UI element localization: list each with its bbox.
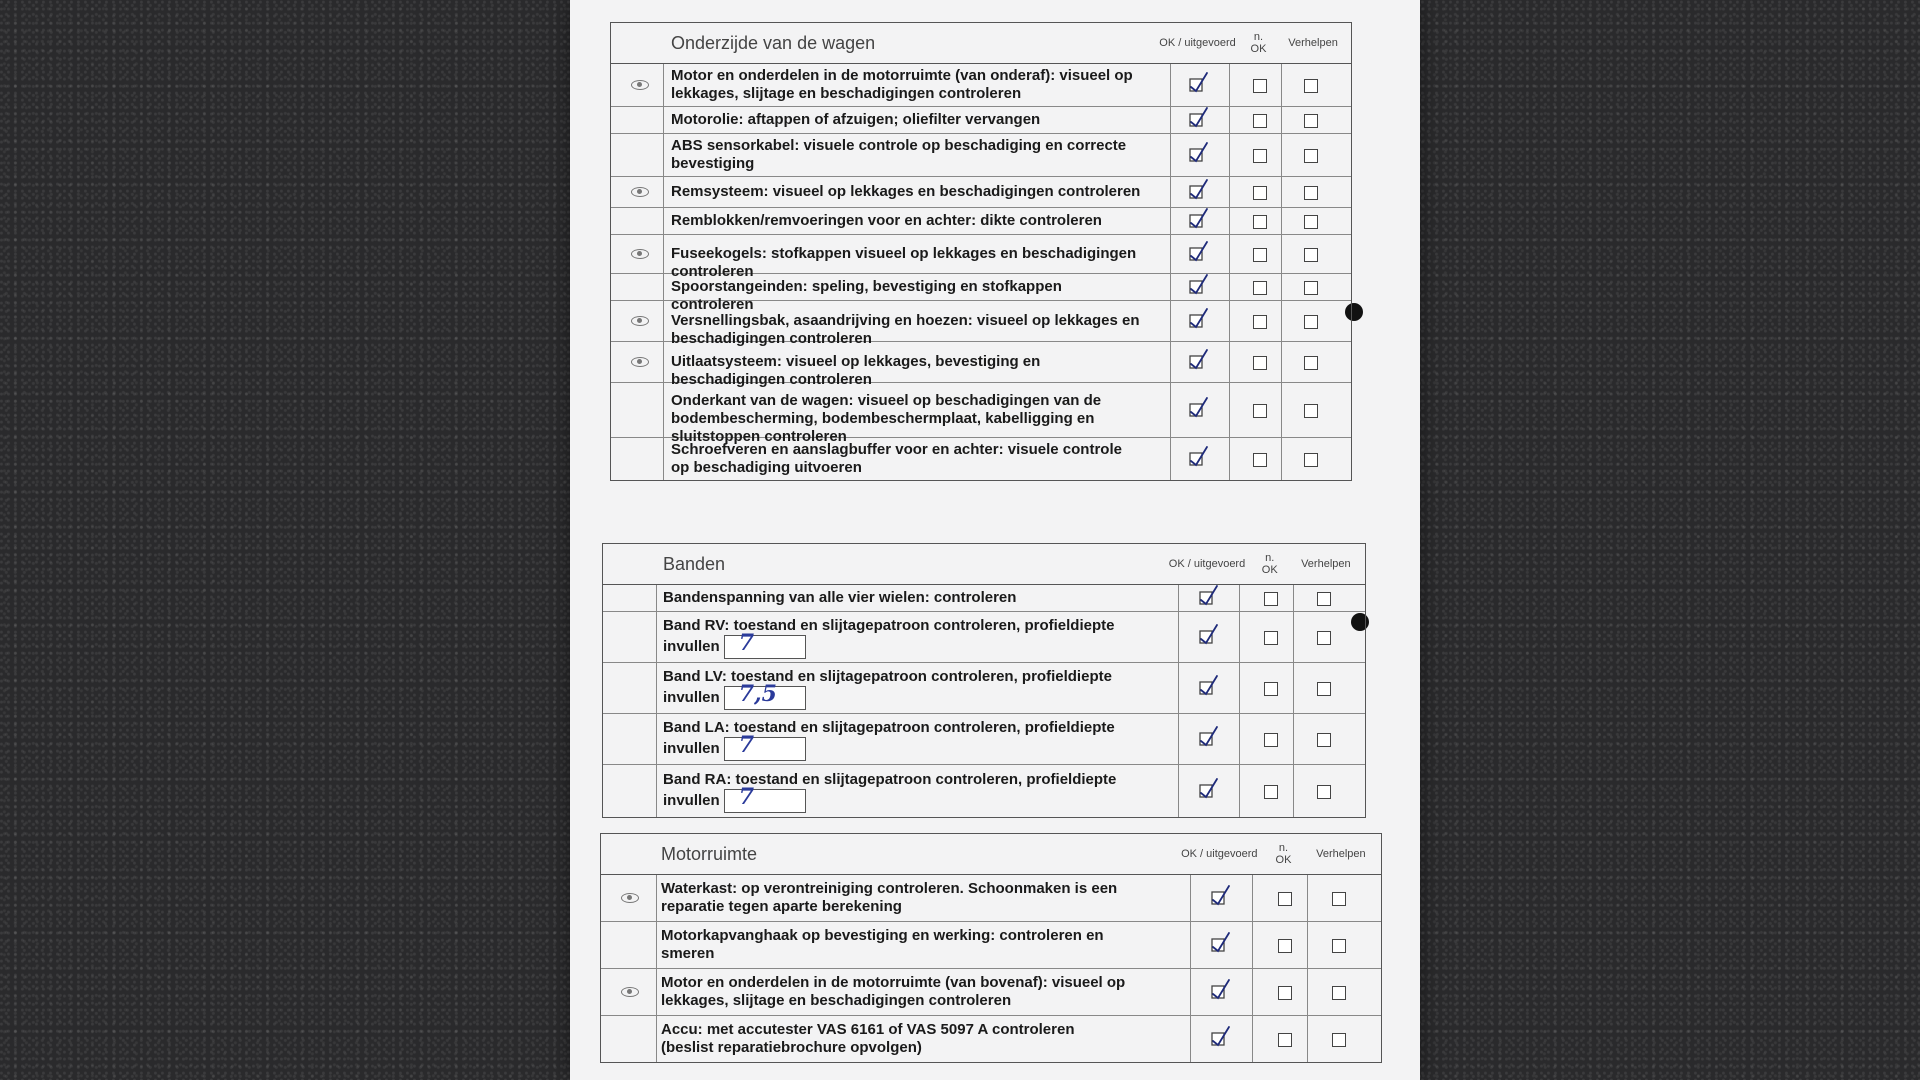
checklist-row (611, 177, 1351, 208)
column-divider (1281, 134, 1282, 176)
column-divider (1293, 612, 1294, 662)
row-text: Bandenspanning van alle vier wielen: controleren (663, 589, 1017, 606)
tread-depth-field[interactable] (724, 681, 806, 710)
repair-checkbox[interactable] (1304, 114, 1318, 128)
column-divider (1170, 438, 1171, 480)
column-divider (663, 107, 664, 133)
not-ok-checkbox[interactable] (1253, 315, 1267, 329)
column-divider (663, 64, 664, 106)
column-divider (1229, 274, 1230, 300)
checklist-row (611, 235, 1351, 280)
not-ok-checkbox[interactable] (1253, 281, 1267, 295)
repair-checkbox[interactable] (1317, 631, 1331, 645)
checklist-row (611, 383, 1351, 445)
row-description (663, 668, 1133, 710)
column-divider (1170, 383, 1171, 437)
ok-checkbox[interactable] (1187, 445, 1209, 471)
not-ok-checkbox[interactable] (1264, 785, 1278, 799)
column-divider (1239, 714, 1240, 764)
column-divider (1281, 235, 1282, 273)
ok-checkbox[interactable] (1187, 307, 1209, 333)
column-divider (663, 301, 664, 341)
section-0 (610, 22, 1352, 481)
ok-checkbox[interactable] (1187, 396, 1209, 422)
row-text: Waterkast: op verontreiniging controleren. Schoonmaken is een reparatie tegen aparte berekening (661, 880, 1118, 915)
column-divider (1178, 765, 1179, 817)
column-divider (1281, 177, 1282, 207)
checklist-row (601, 1016, 1381, 1062)
column-divider (1281, 64, 1282, 106)
not-ok-checkbox[interactable] (1278, 939, 1292, 953)
checklist-row (611, 438, 1351, 480)
not-ok-checkbox[interactable] (1278, 986, 1292, 1000)
section-header (611, 23, 1351, 64)
ok-checkbox[interactable] (1197, 777, 1219, 803)
column-divider (1229, 64, 1230, 106)
row-description (661, 880, 1131, 916)
checklist-row (611, 134, 1351, 177)
column-divider (663, 134, 664, 176)
column-divider (1170, 134, 1171, 176)
column-divider (663, 342, 664, 382)
tread-depth-value: 7 (738, 784, 754, 810)
column-nok-header: n. OK (1261, 552, 1278, 576)
column-divider (656, 1016, 657, 1062)
column-divider (1281, 208, 1282, 234)
column-divider (663, 208, 664, 234)
not-ok-checkbox[interactable] (1278, 892, 1292, 906)
column-divider (1252, 1016, 1253, 1062)
repair-checkbox[interactable] (1304, 186, 1318, 200)
column-divider (1293, 663, 1294, 713)
fill-label: invullen (663, 791, 720, 809)
column-divider (1307, 875, 1308, 921)
column-divider (1229, 235, 1230, 273)
ok-checkbox[interactable] (1187, 178, 1209, 204)
column-divider (1170, 64, 1171, 106)
column-divider (1239, 765, 1240, 817)
checklist-row (603, 585, 1365, 612)
not-ok-checkbox[interactable] (1253, 114, 1267, 128)
row-text: Onderkant van de wagen: visueel op beschadigingen van de bodembescherming, bodembeschermplaat, kabelligging en sluitstoppen controleren (671, 392, 1102, 445)
ok-checkbox[interactable] (1187, 273, 1209, 299)
column-divider (1307, 922, 1308, 968)
repair-checkbox[interactable] (1304, 404, 1318, 418)
repair-checkbox[interactable] (1332, 1033, 1346, 1047)
tread-depth-value: 7 (738, 630, 754, 656)
column-divider (1281, 383, 1282, 437)
column-divider (1170, 274, 1171, 300)
ok-checkbox[interactable] (1209, 931, 1231, 957)
ok-checkbox[interactable] (1187, 71, 1209, 97)
not-ok-checkbox[interactable] (1253, 149, 1267, 163)
ok-checkbox[interactable] (1187, 348, 1209, 374)
eye-icon (631, 357, 649, 367)
not-ok-checkbox[interactable] (1264, 592, 1278, 606)
checklist-row (603, 765, 1365, 817)
section-header (603, 544, 1365, 585)
section-title: Banden (663, 554, 726, 574)
repair-checkbox[interactable] (1304, 79, 1318, 93)
row-text: Motorolie: aftappen of afzuigen; oliefilter vervangen (671, 111, 1041, 128)
section-1 (602, 543, 1366, 818)
tread-depth-field[interactable] (724, 784, 806, 813)
repair-checkbox[interactable] (1317, 785, 1331, 799)
column-divider (1170, 301, 1171, 341)
column-divider (1281, 274, 1282, 300)
column-divider (1239, 663, 1240, 713)
column-divider (1239, 585, 1240, 611)
not-ok-checkbox[interactable] (1253, 215, 1267, 229)
eye-icon (631, 80, 649, 90)
repair-checkbox[interactable] (1304, 453, 1318, 467)
repair-checkbox[interactable] (1304, 356, 1318, 370)
column-divider (656, 585, 657, 611)
row-description (671, 67, 1141, 103)
column-divider (1178, 612, 1179, 662)
row-text: Remsysteem: visueel op lekkages en beschadigingen controleren (671, 183, 1141, 200)
row-description (671, 212, 1141, 230)
column-divider (1281, 301, 1282, 341)
checklist-row (611, 64, 1351, 107)
column-ok-header: OK / uitgevoerd (1181, 848, 1258, 860)
checklist-row (603, 663, 1365, 714)
column-divider (1170, 235, 1171, 273)
fill-label: invullen (663, 637, 720, 655)
row-text: Fuseekogels: stofkappen visueel op lekkages en beschadigingen controleren (671, 245, 1137, 280)
ok-checkbox[interactable] (1187, 141, 1209, 167)
row-description (663, 719, 1133, 761)
not-ok-checkbox[interactable] (1278, 1033, 1292, 1047)
column-divider (1190, 922, 1191, 968)
ok-checkbox[interactable] (1197, 725, 1219, 751)
row-text: Motor en onderdelen in de motorruimte (van onderaf): visueel op lekkages, slijtage en beschadigingen controleren (671, 67, 1133, 102)
column-divider (1229, 342, 1230, 382)
column-divider (663, 383, 664, 437)
row-description (671, 441, 1141, 477)
not-ok-checkbox[interactable] (1253, 356, 1267, 370)
column-divider (663, 438, 664, 480)
checklist-row (603, 612, 1365, 663)
not-ok-checkbox[interactable] (1264, 682, 1278, 696)
not-ok-checkbox[interactable] (1253, 79, 1267, 93)
column-divider (1190, 969, 1191, 1015)
column-divider (1293, 585, 1294, 611)
checklist-row (611, 107, 1351, 134)
fill-label: invullen (663, 688, 720, 706)
column-ok-header: OK / uitgevoerd (1159, 37, 1236, 49)
row-description (671, 111, 1141, 129)
column-divider (1190, 875, 1191, 921)
column-divider (1252, 875, 1253, 921)
column-divider (1178, 585, 1179, 611)
column-divider (1170, 107, 1171, 133)
column-divider (1239, 612, 1240, 662)
eye-icon (631, 316, 649, 326)
column-divider (1170, 208, 1171, 234)
column-divider (1229, 301, 1230, 341)
column-divider (656, 663, 657, 713)
checklist-row (611, 274, 1351, 313)
section-title: Motorruimte (661, 844, 758, 864)
eye-icon (631, 187, 649, 197)
column-divider (1252, 969, 1253, 1015)
column-divider (1229, 134, 1230, 176)
checklist-row (611, 301, 1351, 347)
column-divider (1281, 342, 1282, 382)
row-description (671, 183, 1141, 201)
repair-checkbox[interactable] (1317, 592, 1331, 606)
row-description (663, 771, 1133, 813)
repair-checkbox[interactable] (1332, 892, 1346, 906)
column-divider (1307, 969, 1308, 1015)
ok-checkbox[interactable] (1197, 584, 1219, 610)
column-divider (1252, 922, 1253, 968)
repair-checkbox[interactable] (1332, 939, 1346, 953)
tread-depth-field[interactable] (724, 630, 806, 659)
tread-depth-value: 7,5 (738, 681, 777, 707)
column-divider (1170, 342, 1171, 382)
row-text: Remblokken/remvoeringen voor en achter: dikte controleren (671, 212, 1102, 229)
column-divider (1190, 1016, 1191, 1062)
column-divider (1229, 107, 1230, 133)
not-ok-checkbox[interactable] (1264, 733, 1278, 747)
row-description (663, 589, 1133, 607)
ok-checkbox[interactable] (1209, 978, 1231, 1004)
row-text: Motor en onderdelen in de motorruimte (van bovenaf): visueel op lekkages, slijtage en beschadigingen controleren (661, 974, 1126, 1009)
column-divider (656, 922, 657, 968)
ok-checkbox[interactable] (1197, 674, 1219, 700)
repair-checkbox[interactable] (1317, 682, 1331, 696)
row-description (663, 617, 1133, 659)
column-divider (1281, 107, 1282, 133)
row-text: Uitlaatsysteem: visueel op lekkages, bevestiging en beschadigingen controleren (671, 353, 1041, 388)
eye-icon (621, 893, 639, 903)
fill-label: invullen (663, 739, 720, 757)
column-divider (663, 235, 664, 273)
column-divider (1229, 208, 1230, 234)
row-description (661, 927, 1131, 963)
not-ok-checkbox[interactable] (1253, 248, 1267, 262)
row-text: Versnellingsbak, asaandrijving en hoezen: visueel op lekkages en beschadigingen controleren (671, 312, 1140, 347)
column-ok-header: OK / uitgevoerd (1168, 558, 1246, 570)
checklist-row (611, 342, 1351, 388)
row-text: Spoorstangeinden: speling, bevestiging en stofkappen controleren (671, 278, 1062, 313)
ok-checkbox[interactable] (1187, 106, 1209, 132)
eye-icon (621, 987, 639, 997)
tread-depth-value: 7 (738, 732, 754, 758)
column-divider (1178, 714, 1179, 764)
row-description (661, 1021, 1131, 1057)
checklist-paper (570, 0, 1420, 1080)
ok-checkbox[interactable] (1209, 884, 1231, 910)
row-text: Motorkapvanghaak op bevestiging en werking: controleren en smeren (661, 927, 1104, 962)
tread-depth-field[interactable] (724, 732, 806, 761)
repair-checkbox[interactable] (1304, 281, 1318, 295)
checklist-row (601, 875, 1381, 922)
not-ok-checkbox[interactable] (1253, 186, 1267, 200)
ok-checkbox[interactable] (1187, 207, 1209, 233)
row-description (671, 137, 1141, 173)
not-ok-checkbox[interactable] (1253, 404, 1267, 418)
row-text: Band LA: toestand en slijtagepatroon controleren, profieldiepte (663, 719, 1115, 736)
column-divider (656, 612, 657, 662)
row-text: Accu: met accutester VAS 6161 of VAS 5097 A controleren (beslist reparatiebrochure opvolgen) (661, 1021, 1075, 1056)
column-divider (1307, 1016, 1308, 1062)
row-text: Band RA: toestand en slijtagepatroon controleren, profieldiepte (663, 771, 1117, 788)
column-divider (656, 969, 657, 1015)
column-fix-header: Verhelpen (1288, 37, 1338, 49)
column-fix-header: Verhelpen (1301, 558, 1351, 570)
column-fix-header: Verhelpen (1316, 848, 1366, 860)
row-text: Band RV: toestand en slijtagepatroon controleren, profieldiepte (663, 617, 1115, 634)
column-divider (1281, 438, 1282, 480)
section-2 (600, 833, 1382, 1063)
column-divider (1229, 177, 1230, 207)
eye-icon (631, 249, 649, 259)
column-divider (1229, 383, 1230, 437)
not-ok-checkbox[interactable] (1264, 631, 1278, 645)
column-divider (1229, 438, 1230, 480)
row-text: Schroefveren en aanslagbuffer voor en achter: visuele controle op beschadiging uitvoeren (671, 441, 1122, 476)
repair-checkbox[interactable] (1332, 986, 1346, 1000)
section-title: Onderzijde van de wagen (671, 33, 876, 53)
column-divider (1178, 663, 1179, 713)
section-header (601, 834, 1381, 875)
column-divider (1170, 177, 1171, 207)
column-divider (663, 274, 664, 300)
repair-checkbox[interactable] (1304, 215, 1318, 229)
ok-checkbox[interactable] (1187, 240, 1209, 266)
ok-checkbox[interactable] (1209, 1025, 1231, 1051)
row-text: ABS sensorkabel: visuele controle op beschadiging en correcte bevestiging (671, 137, 1127, 172)
column-divider (663, 177, 664, 207)
column-nok-header: n. OK (1275, 842, 1292, 866)
column-divider (656, 875, 657, 921)
checklist-row (611, 208, 1351, 235)
column-nok-header: n. OK (1250, 31, 1267, 55)
checklist-row (603, 714, 1365, 765)
repair-checkbox[interactable] (1317, 733, 1331, 747)
column-divider (1293, 765, 1294, 817)
column-divider (656, 714, 657, 764)
column-divider (656, 765, 657, 817)
ok-checkbox[interactable] (1197, 623, 1219, 649)
checklist-row (601, 969, 1381, 1016)
repair-checkbox[interactable] (1304, 315, 1318, 329)
repair-checkbox[interactable] (1304, 149, 1318, 163)
checklist-row (601, 922, 1381, 969)
repair-checkbox[interactable] (1304, 248, 1318, 262)
not-ok-checkbox[interactable] (1253, 453, 1267, 467)
row-text: Band LV: toestand en slijtagepatroon controleren, profieldiepte (663, 668, 1112, 685)
column-divider (1293, 714, 1294, 764)
row-description (661, 974, 1131, 1010)
